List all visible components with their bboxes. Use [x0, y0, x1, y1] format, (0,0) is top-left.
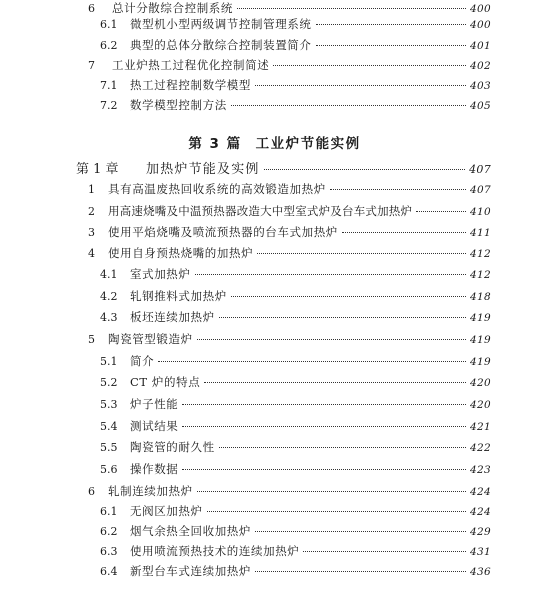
toc-entry	[100, 309, 491, 331]
entry-title: 工业炉热工过程优化控制简述	[112, 58, 270, 72]
entry-page: 405	[470, 100, 491, 112]
toc-entry	[100, 16, 491, 38]
entry-number: 5.1	[100, 355, 118, 368]
entry-page: 402	[470, 60, 491, 72]
entry-title: 微型机小型两级调节控制管理系统	[130, 17, 312, 31]
entry-title: 使用喷流预热技术的连续加热炉	[130, 544, 300, 558]
entry-page: 412	[470, 269, 491, 281]
entry-page: 411	[470, 227, 491, 239]
part-heading	[0, 132, 549, 152]
toc-entry	[88, 203, 491, 225]
chapter-number: 第 1 章	[76, 162, 119, 177]
toc-entry	[100, 353, 491, 375]
dot-leader	[204, 382, 466, 383]
entry-number: 6.4	[100, 565, 118, 578]
entry-number: 6	[88, 2, 95, 15]
dot-leader	[219, 447, 466, 448]
part-title: 工业炉节能实例	[255, 136, 361, 152]
entry-title: 炉子性能	[130, 397, 179, 411]
entry-page: 424	[470, 506, 491, 518]
entry-number: 5.6	[100, 463, 118, 476]
entry-page: 421	[470, 421, 491, 433]
toc-entry	[100, 97, 491, 119]
entry-number: 4.1	[100, 268, 118, 281]
dot-leader	[207, 511, 466, 512]
entry-title: 用高速烧嘴及中温预热器改造大中型室式炉及台车式加热炉	[108, 204, 413, 218]
entry-title: 热工过程控制数学模型	[130, 78, 251, 92]
toc-entry	[100, 418, 491, 440]
entry-number: 7.2	[100, 99, 118, 112]
toc-entry	[88, 57, 491, 79]
entry-number: 6.1	[100, 18, 118, 31]
entry-number: 7	[88, 59, 95, 72]
dot-leader	[197, 339, 466, 340]
entry-number: 6	[88, 485, 95, 498]
toc-entry	[88, 181, 491, 203]
toc-entry	[100, 77, 491, 99]
entry-title: 数学模型控制方法	[130, 98, 227, 112]
dot-leader	[264, 169, 465, 170]
entry-title: 使用平焰烧嘴及喷流预热器的台车式加热炉	[108, 225, 338, 239]
entry-page: 423	[470, 464, 491, 476]
entry-number: 6.2	[100, 39, 118, 52]
entry-page: 403	[470, 80, 491, 92]
entry-number: 4.2	[100, 290, 118, 303]
dot-leader	[197, 491, 466, 492]
entry-title: 轧制连续加热炉	[108, 484, 193, 498]
entry-title: 无阀区加热炉	[130, 504, 203, 518]
toc-entry	[88, 245, 491, 267]
entry-title: 新型台车式连续加热炉	[130, 564, 251, 578]
dot-leader	[303, 551, 466, 552]
dot-leader	[182, 404, 466, 405]
entry-number: 4	[88, 247, 95, 260]
toc-entry	[100, 396, 491, 418]
toc-entry	[88, 483, 491, 505]
toc-entry	[100, 266, 491, 288]
chapter-heading	[76, 557, 491, 579]
dot-leader	[257, 253, 466, 254]
entry-title: 具有高温废热回收系统的高效锻造加热炉	[108, 182, 326, 196]
dot-leader	[158, 361, 466, 362]
entry-page: 400	[470, 3, 491, 15]
dot-leader	[195, 274, 467, 275]
dot-leader	[231, 105, 466, 106]
entry-title: 陶瓷管的耐久性	[130, 440, 215, 454]
dot-leader	[273, 65, 466, 66]
entry-title: 简介	[130, 354, 155, 368]
toc-entry	[100, 503, 491, 525]
entry-page: 424	[470, 486, 491, 498]
entry-number: 6.2	[100, 525, 118, 538]
chapter-heading	[76, 158, 491, 180]
entry-number: 1	[88, 183, 95, 196]
entry-title: 室式加热炉	[130, 267, 191, 281]
entry-page: 419	[470, 334, 491, 346]
toc-entry	[100, 523, 491, 545]
entry-page: 420	[470, 377, 491, 389]
toc-entry	[100, 288, 491, 310]
entry-title: 板坯连续加热炉	[130, 310, 215, 324]
entry-title: 使用自身预热烧嘴的加热炉	[108, 246, 254, 260]
entry-title: 烟气余热全回收加热炉	[130, 524, 251, 538]
dot-leader	[416, 211, 466, 212]
toc-entry	[100, 37, 491, 59]
toc-entry	[100, 439, 491, 461]
entry-number: 5	[88, 333, 95, 346]
toc-entry	[100, 374, 491, 396]
dot-leader	[219, 317, 466, 318]
entry-title: 典型的总体分散综合控制装置简介	[130, 38, 312, 52]
entry-title: 总计分散综合控制系统	[112, 1, 233, 15]
entry-title: 轧钢推料式加热炉	[130, 289, 227, 303]
chapter-title: 加热炉节能及实例	[146, 162, 260, 177]
entry-number: 6.3	[100, 545, 118, 558]
dot-leader	[330, 189, 466, 190]
entry-number: 6.1	[100, 505, 118, 518]
entry-page: 418	[470, 291, 491, 303]
dot-leader	[316, 45, 467, 46]
entry-page: 412	[470, 248, 491, 260]
dot-leader	[231, 296, 466, 297]
dot-leader	[316, 24, 467, 25]
entry-number: 5.3	[100, 398, 118, 411]
entry-page: 410	[470, 206, 491, 218]
entry-number: 2	[88, 205, 95, 218]
entry-number: 5.4	[100, 420, 118, 433]
entry-title: 陶瓷管型锻造炉	[108, 332, 193, 346]
entry-page: 400	[470, 19, 491, 31]
entry-page: 401	[470, 40, 491, 52]
toc-entry	[100, 461, 491, 483]
dot-leader	[255, 85, 466, 86]
dot-leader	[255, 531, 466, 532]
entry-title: 测试结果	[130, 419, 179, 433]
dot-leader	[182, 469, 466, 470]
toc-entry	[88, 224, 491, 246]
entry-number: 5.2	[100, 376, 118, 389]
entry-title: 操作数据	[130, 462, 179, 476]
entry-page: 419	[470, 356, 491, 368]
dot-leader	[237, 8, 466, 9]
entry-page: 407	[470, 184, 491, 196]
entry-number: 4.3	[100, 311, 118, 324]
dot-leader	[342, 232, 466, 233]
part-label: 第 3 篇	[188, 136, 242, 152]
entry-page: 419	[470, 312, 491, 324]
entry-page: 422	[470, 442, 491, 454]
dot-leader	[182, 426, 466, 427]
entry-page: 431	[470, 546, 491, 558]
toc-entry	[88, 331, 491, 353]
entry-number: 3	[88, 226, 95, 239]
chapter-page: 407	[469, 163, 491, 176]
entry-number: 5.5	[100, 441, 118, 454]
entry-page: 420	[470, 399, 491, 411]
entry-page: 436	[470, 566, 491, 578]
entry-number: 7.1	[100, 79, 118, 92]
entry-title: CT 炉的特点	[130, 375, 201, 389]
entry-page: 429	[470, 526, 491, 538]
